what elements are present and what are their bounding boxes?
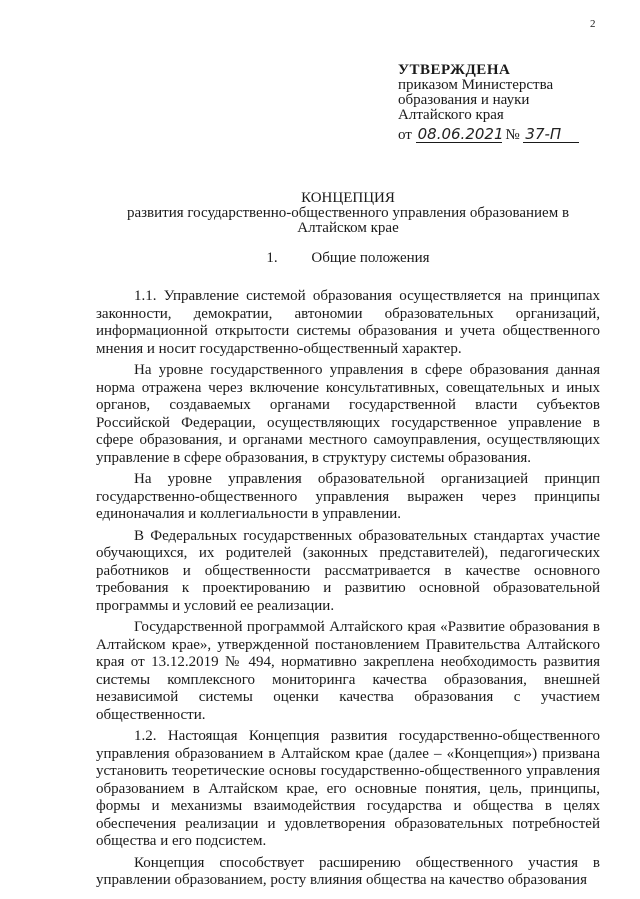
paragraph: 1.2. Настоящая Концепция развития государственно-общественного управления образованием в Алтайском крае (далее – «Концепция») призвана установить теоретические основы государственно-общественного управления образованием в Алтайском крае, его основные понятия, цель, принципы, формы и механизмы взаимодействия государства и общества в целях обеспечения реализации и удовлетворения образовательных потребностей общества и его подсистем. <box>96 728 600 849</box>
section-title: Общие положения <box>311 250 430 266</box>
document-subtitle: развития государственно-общественного управления образованием в Алтайском крае <box>126 205 570 236</box>
approval-date-line <box>398 127 603 143</box>
approval-text: приказом Министерства образования и науки Алтайского края <box>398 77 554 123</box>
document-title: КОНЦЕПЦИЯ <box>301 190 395 206</box>
paragraph: 1.1. Управление системой образования осуществляется на принципах законности, демократии, автономии образовательных организаций, информационной открытости системы образования и учета общественного мнения и носит государственно-общественный характер. <box>96 288 600 357</box>
document-body <box>96 288 600 894</box>
document-heading <box>96 191 600 236</box>
approval-block <box>398 63 603 143</box>
page-number: 2 <box>590 18 596 30</box>
date-prefix: от <box>398 127 412 143</box>
paragraph: В Федеральных государственных образовательных стандартах участие обучающихся, их родителей (законных представителей), педагогических работников и общественности рассматривается в качестве основного требования к проектированию и развитию основной образовательной программы и условий ее реализации. <box>96 527 600 614</box>
paragraph: Государственной программой Алтайского края «Развитие образования в Алтайском крае», утвержденной постановлением Правительства Алтайского края от 13.12.2019 № 494, нормативно закреплена необходимость развития системы комплексного мониторинга качества образования, внешней независимой системы оценки качества образования с участием общественности. <box>96 619 600 723</box>
paragraph: На уровне управления образовательной организацией принцип государственно-общественного управления выражен через принципы единоначалия и коллегиальности в управлении. <box>96 471 600 522</box>
approval-number: 37-П <box>523 127 579 143</box>
paragraph: На уровне государственного управления в сфере образования данная норма отражена через включение консультативных, совещательных и иных органов, создаваемых органами государственной власти субъектов Российской Федерации, осуществляющих государственное управление в сфере образования, и органами местного самоуправления, осуществляющих управление в сфере образования, в структуру системы образования. <box>96 362 600 466</box>
paragraph: Концепция способствует расширению общественного участия в управлении образованием, росту влияния общества на качество образования <box>96 854 600 888</box>
number-prefix: № <box>505 127 520 143</box>
approval-title: УТВЕРЖДЕНА <box>398 62 511 78</box>
approval-date: 08.06.2021 <box>417 125 504 143</box>
section-heading <box>96 250 600 267</box>
section-number: 1. <box>266 250 278 266</box>
